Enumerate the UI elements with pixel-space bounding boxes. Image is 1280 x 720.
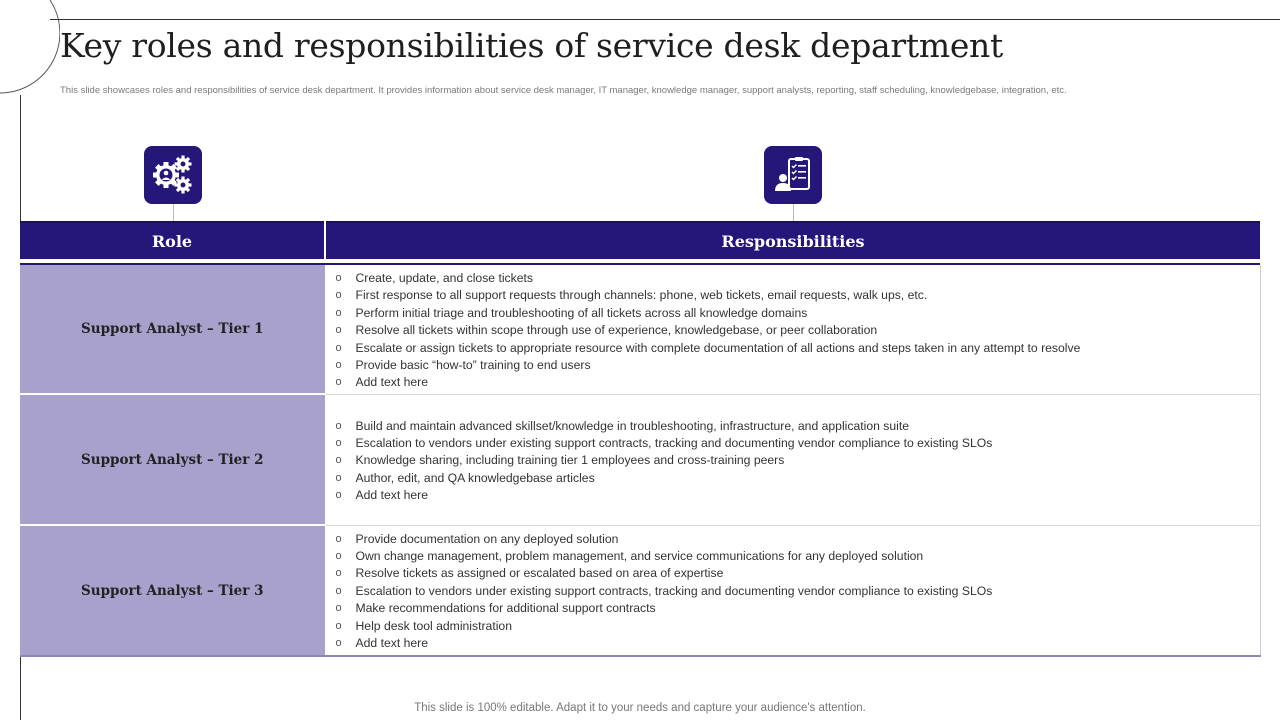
- list-item: o Add text here: [336, 374, 1260, 391]
- list-item: o Add text here: [336, 487, 1260, 504]
- list-item: o Make recommendations for additional support contracts: [336, 600, 1260, 617]
- page-title: Key roles and responsibilities of service desk department: [60, 26, 1003, 65]
- list-item: o Create, update, and close tickets: [336, 270, 1260, 287]
- clipboard-checklist-user-icon: [764, 146, 822, 204]
- table-row: [20, 265, 1260, 394]
- responsibility-list: [336, 531, 1260, 653]
- responsibility-list: [336, 418, 1260, 505]
- roles-table: [20, 221, 1261, 657]
- top-border-line: [50, 19, 1280, 20]
- table-row: [20, 394, 1260, 525]
- list-item: o Resolve tickets as assigned or escalated based on area of expertise: [336, 565, 1260, 582]
- list-item: o Add text here: [336, 635, 1260, 652]
- page-subtitle: This slide showcases roles and responsibilities of service desk department. It provides information about service desk manager, IT manager, knowledge manager, support analysts, reporting, staff scheduling, knowledgebase, integration, etc.: [60, 85, 1067, 96]
- list-item: o Provide basic “how-to” training to end users: [336, 357, 1260, 374]
- list-item: o Perform initial triage and troubleshooting of all tickets across all knowledge domains: [336, 305, 1260, 322]
- list-item: o Escalate or assign tickets to appropriate resource with complete documentation of all actions and steps taken in any attempt to resolve: [336, 340, 1260, 357]
- list-item: o Escalation to vendors under existing support contracts, tracking and documenting vendor compliance to existing SLOs: [336, 435, 1260, 452]
- list-item: o Help desk tool administration: [336, 618, 1260, 635]
- table-header-row: [20, 222, 1260, 261]
- footer-note: This slide is 100% editable. Adapt it to your needs and capture your audience's attention.: [414, 702, 866, 714]
- list-item: o Escalation to vendors under existing support contracts, tracking and documenting vendor compliance to existing SLOs: [336, 583, 1260, 600]
- list-item: o Author, edit, and QA knowledgebase articles: [336, 470, 1260, 487]
- responsibilities-cell: [325, 525, 1260, 656]
- gears-user-icon: [144, 146, 202, 204]
- list-item: o Provide documentation on any deployed solution: [336, 531, 1260, 548]
- list-item: o Build and maintain advanced skillset/knowledge in troubleshooting, infrastructure, and application suite: [336, 418, 1260, 435]
- list-item: o Resolve all tickets within scope through use of experience, knowledgebase, or peer collaboration: [336, 322, 1260, 339]
- role-cell: Support Analyst – Tier 3: [20, 525, 325, 656]
- table-row: [20, 525, 1260, 656]
- icon-connector: [173, 204, 174, 222]
- role-column-header: Role: [20, 222, 325, 261]
- responsibilities-cell: [325, 265, 1260, 394]
- decorative-arc: [0, 0, 60, 100]
- list-item: o First response to all support requests through channels: phone, web tickets, email requests, walk ups, etc.: [336, 287, 1260, 304]
- responsibilities-cell: [325, 394, 1260, 525]
- list-item: o Own change management, problem management, and service communications for any deployed solution: [336, 548, 1260, 565]
- responsibility-list: [336, 270, 1260, 392]
- icon-connector: [793, 204, 794, 222]
- role-cell: Support Analyst – Tier 2: [20, 394, 325, 525]
- role-cell: Support Analyst – Tier 1: [20, 265, 325, 394]
- list-item: o Knowledge sharing, including training tier 1 employees and cross-training peers: [336, 452, 1260, 469]
- responsibilities-column-header: Responsibilities: [325, 222, 1260, 261]
